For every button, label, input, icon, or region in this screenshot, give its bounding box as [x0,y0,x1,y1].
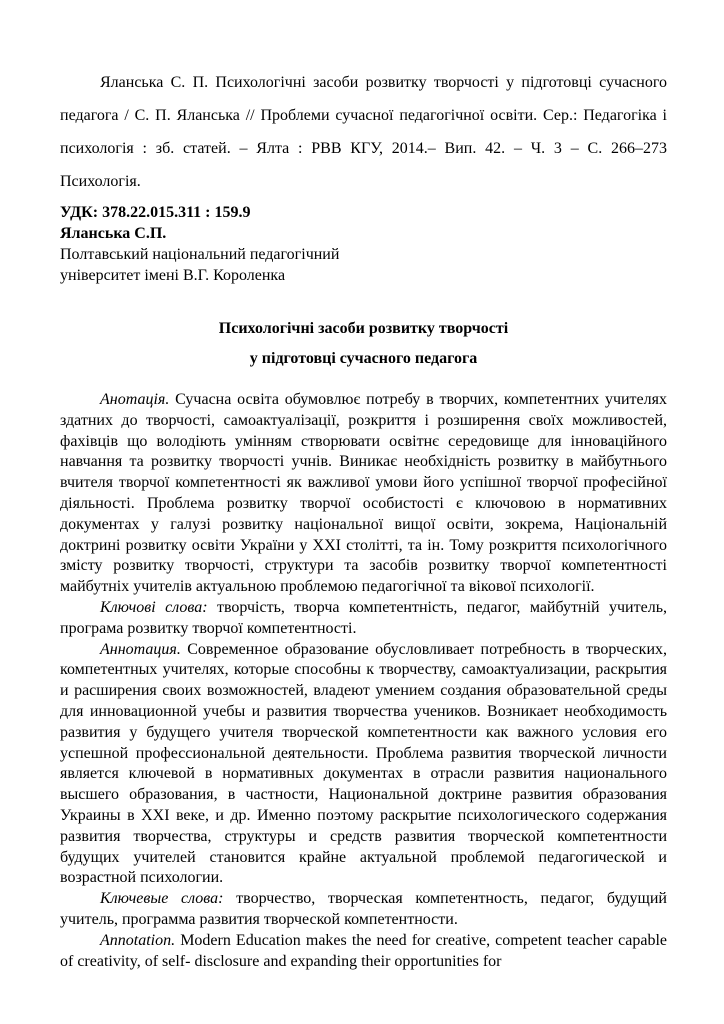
keywords-ua-text: творчість, творча компетентність, педагог, майбутній учитель, програма розвитку творчої компетентності. [60,598,667,637]
title-line-2: у підготовці сучасного педагога [249,349,478,367]
udc-line: УДК: 378.22.015.311 : 159.9 [60,204,251,221]
citation-paragraph: Яланська С. П. Психологічні засоби розвитку творчості у підготовці сучасного педагога / С. П. Яланська // Проблеми сучасної педагогічної освіти. Сер.: Педагогіка і психологія : зб. статей. – Ялта : РВВ КГУ, 2014.– Вип. 42. – Ч. 3 – С. 266–273 Психологія. [60,74,667,190]
affiliation-line-1: Полтавський національний педагогічний [60,246,340,263]
keywords-ru-text: творчество, творческая компетентность, педагог, будущий учитель, программа развития творческой компетентности. [60,890,667,928]
keywords-ua-label: Ключові слова: [100,598,208,616]
abstract-ru-paragraph [60,640,667,890]
article-title [60,314,667,373]
keywords-ua-paragraph [60,598,667,640]
abstract-ua-label: Анотація. [100,391,170,408]
abstract-ua-text: Сучасна освіта обумовлює потребу в творчих, компетентних учителях здатних до творчості, самоактуалізації, розкриття і розширення своїх можливостей, фахівців що володіють умінням створювати освітнє середовище для інноваційного навчання та розвитку творчості учнів. Виникає необхідність розвитку в майбутнього вчителя творчої компетентності як важливої умови його успішної творчої професійної діяльності. Проблема розвитку творчої особистості є ключовою в нормативних документах у галузі розвитку національної вищої освіти, зокрема, Національній доктрині розвитку освіти України у XXI столітті, та ін. Тому розкриття психологічного змісту розвитку творчості, структури та засобів розвитку творчої компетентності майбутніх учителів актуальною проблемою педагогічної та вікової психології. [60,391,667,596]
title-line-1: Психологічні засоби розвитку творчості [218,320,509,337]
keywords-ru-label: Ключевые слова: [100,890,224,908]
abstract-ua-paragraph [60,390,667,598]
annotation-en-label: Annotation. [100,931,176,949]
abstract-ru-text: Современное образование обусловливает потребность в творческих, компетентных учителях, которые способны к творчеству, самоактуализации, раскрытия и расширения своих возможностей, владеют умением создания образовательной среды для инновационной учебы и развития творчества учеников. Возникает необходимость развития у будущего учителя творческой компетентности как важного условия его успешной профессиональной деятельности. Проблема развития творческой личности является ключевой в нормативных документах в отрасли развития национального высшего образования, в частности, Национальной доктрине развития образования Украины в XXI веке, и др. Именно поэтому раскрытие психологического содержания развития творчества, структуры и средств развития творческой компетентности будущих учителей становится крайне актуальной проблемой педагогической и возрастной психологии. [60,640,667,887]
meta-block [60,202,667,286]
author-line: Яланська С.П. [60,225,167,242]
annotation-en-text: Modern Education makes the need for creative, competent teacher capable of creativity, of self- disclosure and expanding their opportunities for [60,931,667,970]
abstract-ru-label: Аннотация. [100,640,181,658]
keywords-ru-paragraph [60,889,667,931]
affiliation-line-2: університет імені В.Г. Короленка [60,267,286,284]
annotation-en-paragraph [60,931,667,973]
